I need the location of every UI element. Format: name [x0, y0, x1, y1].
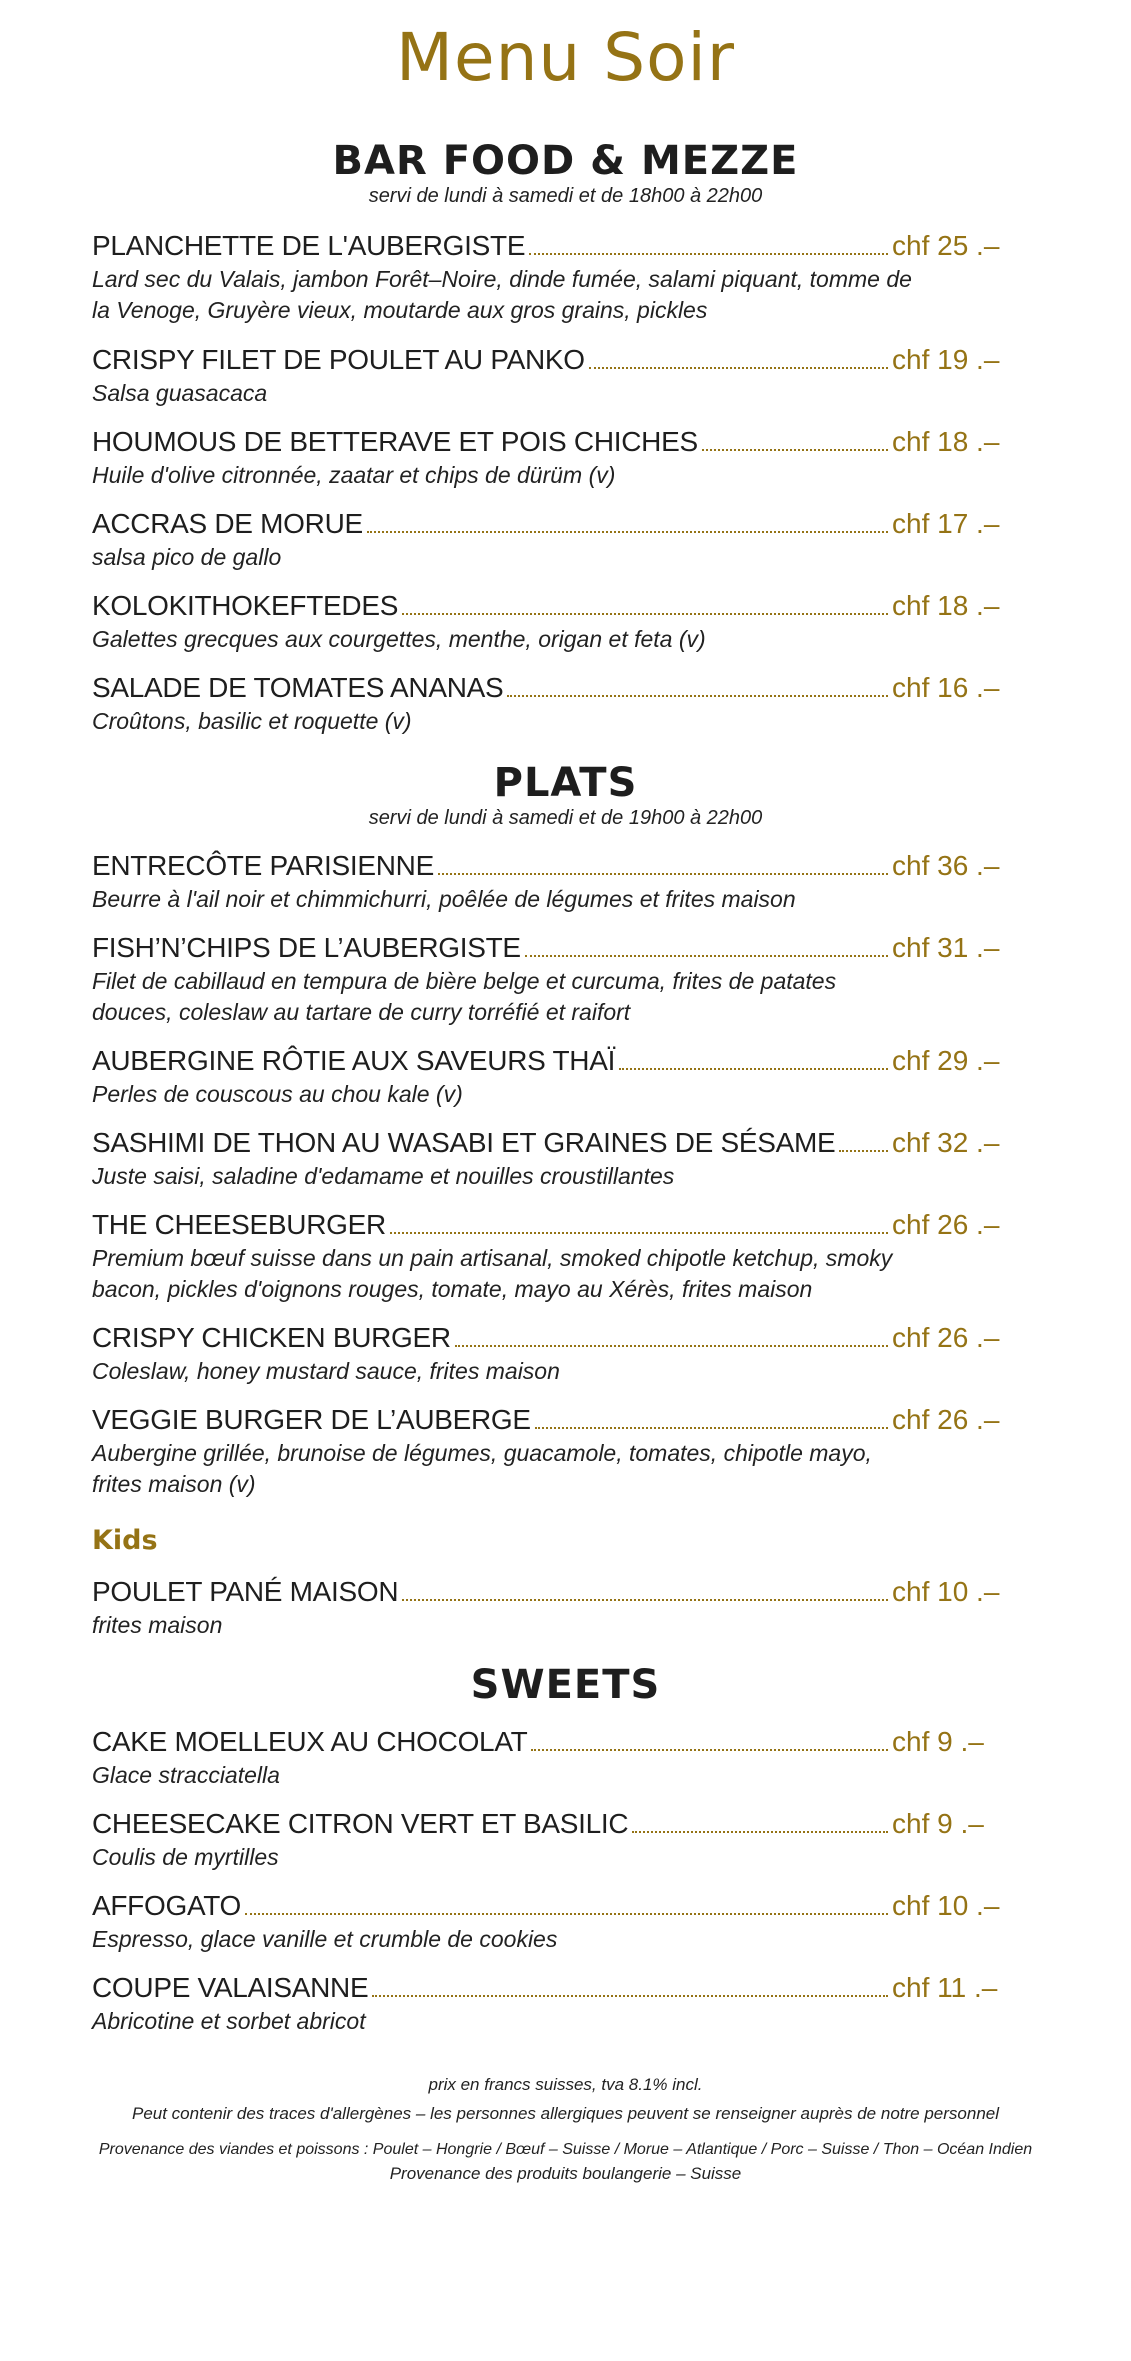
menu-item [92, 1970, 1012, 2037]
menu-item [92, 670, 1012, 737]
menu-item [92, 1320, 1012, 1387]
item-price: chf 36 .– [892, 850, 1000, 881]
item-name: THE CHEESEBURGER [92, 1209, 386, 1240]
item-price: chf 10 .– [892, 1576, 1000, 1607]
footer-origin-bakery: Provenance des produits boulangerie – Suisse [389, 2164, 742, 2183]
item-name: FISH’N’CHIPS DE L’AUBERGISTE [92, 932, 521, 963]
item-description: Croûtons, basilic et roquette (v) [92, 708, 412, 734]
dot-leader [507, 695, 888, 697]
item-description: Coulis de myrtilles [92, 1844, 279, 1870]
dot-leader [632, 1831, 888, 1833]
item-description: Huile d'olive citronnée, zaatar et chips de dürüm (v) [92, 462, 616, 488]
item-name: HOUMOUS DE BETTERAVE ET POIS CHICHES [92, 426, 698, 457]
kids-title: Kids [92, 1525, 158, 1556]
menu-item [92, 342, 1012, 409]
item-price: chf 26 .– [892, 1404, 1000, 1435]
menu-item [92, 424, 1012, 491]
dot-leader [367, 531, 888, 533]
footer-origin-meat: Provenance des viandes et poissons : Poulet – Hongrie / Bœuf – Suisse / Morue – Atlantique / Porc – Suisse / Thon – Océan Indien [98, 2141, 1033, 2158]
sweets-section-header [0, 1662, 1131, 1708]
item-name: ACCRAS DE MORUE [92, 508, 363, 539]
item-description: Filet de cabillaud en tempura de bière belge et curcuma, frites de patates douces, coleslaw au tartare de curry torréfié et raifort [92, 968, 837, 1025]
dot-leader [839, 1150, 888, 1152]
item-price: chf 31 .– [892, 932, 1000, 963]
dot-leader [402, 613, 888, 615]
dot-leader [529, 253, 888, 255]
item-price: chf 10 .– [892, 1890, 1000, 1921]
dot-leader [372, 1995, 888, 1997]
item-description: Coleslaw, honey mustard sauce, frites maison [92, 1358, 560, 1384]
dot-leader [525, 955, 888, 957]
item-price: chf 18 .– [892, 590, 1000, 621]
menu-item [92, 1724, 1012, 1791]
item-description: Juste saisi, saladine d'edamame et nouilles croustillantes [92, 1163, 675, 1189]
item-name: SASHIMI DE THON AU WASABI ET GRAINES DE SÉSAME [92, 1127, 836, 1158]
item-description: Premium bœuf suisse dans un pain artisanal, smoked chipotle ketchup, smoky bacon, pickles d'oignons rouges, tomate, mayo au Xérès, frites maison [92, 1245, 893, 1302]
item-name: KOLOKITHOKEFTEDES [92, 590, 399, 621]
item-price: chf 26 .– [892, 1209, 1000, 1240]
item-description: Salsa guasacaca [92, 380, 268, 406]
dot-leader [531, 1749, 888, 1751]
section-subtitle: servi de lundi à samedi et de 18h00 à 22h00 [368, 185, 763, 207]
item-price: chf 26 .– [892, 1322, 1000, 1353]
menu-item [92, 1043, 1012, 1110]
menu-item [92, 848, 1012, 915]
footer-prices: prix en francs suisses, tva 8.1% incl. [428, 2075, 703, 2094]
dot-leader [402, 1599, 888, 1601]
menu-item [92, 930, 1012, 1028]
dot-leader [702, 449, 888, 451]
item-price: chf 9 .– [892, 1726, 984, 1757]
item-price: chf 29 .– [892, 1045, 1000, 1076]
item-name: CRISPY CHICKEN BURGER [92, 1322, 451, 1353]
page-title: Menu Soir [396, 19, 735, 96]
section-title: BAR FOOD & MEZZE [332, 138, 799, 184]
menu-item [92, 1574, 1012, 1641]
item-price: chf 9 .– [892, 1808, 984, 1839]
dot-leader [438, 873, 888, 875]
item-name: VEGGIE BURGER DE L’AUBERGE [92, 1404, 531, 1435]
item-description: Abricotine et sorbet abricot [92, 2008, 366, 2034]
dot-leader [245, 1913, 888, 1915]
item-name: AUBERGINE RÔTIE AUX SAVEURS THAÏ [92, 1045, 616, 1076]
menu-item [92, 228, 1012, 326]
menu-item [92, 1207, 1012, 1305]
bar-section-header [0, 138, 1131, 208]
item-description: frites maison [92, 1612, 223, 1638]
item-price: chf 25 .– [892, 230, 1000, 261]
item-name: POULET PANÉ MAISON [92, 1576, 399, 1607]
item-name: SALADE DE TOMATES ANANAS [92, 672, 504, 703]
menu-item [92, 1402, 1012, 1500]
dot-leader [535, 1427, 888, 1429]
dot-leader [589, 367, 888, 369]
item-price: chf 17 .– [892, 508, 1000, 539]
menu-item [92, 1806, 1012, 1873]
item-price: chf 19 .– [892, 344, 1000, 375]
item-name: AFFOGATO [92, 1890, 242, 1921]
item-description: Glace stracciatella [92, 1762, 280, 1788]
section-subtitle: servi de lundi à samedi et de 19h00 à 22h00 [368, 807, 763, 829]
item-name: COUPE VALAISANNE [92, 1972, 369, 2003]
menu-item [92, 588, 1012, 655]
item-name: ENTRECÔTE PARISIENNE [92, 850, 434, 881]
item-description: Lard sec du Valais, jambon Forêt–Noire, dinde fumée, salami piquant, tomme de la Venoge, Gruyère vieux, moutarde aux gros grains, pickles [92, 266, 912, 323]
item-price: chf 11 .– [892, 1972, 998, 2003]
menu-item [92, 506, 1012, 573]
item-description: Beurre à l'ail noir et chimmichurri, poêlée de légumes et frites maison [92, 886, 796, 912]
plats-section-header [0, 760, 1131, 830]
section-title: SWEETS [470, 1662, 661, 1708]
item-description: salsa pico de gallo [92, 544, 282, 570]
section-title: PLATS [493, 760, 638, 806]
item-description: Perles de couscous au chou kale (v) [92, 1081, 463, 1107]
dot-leader [455, 1345, 888, 1347]
item-price: chf 18 .– [892, 426, 1000, 457]
item-description: Espresso, glace vanille et crumble de cookies [92, 1926, 558, 1952]
item-name: PLANCHETTE DE L'AUBERGISTE [92, 230, 526, 261]
footer-allergens: Peut contenir des traces d'allergènes – les personnes allergiques peuvent se renseigner auprès de notre personnel [131, 2104, 1000, 2123]
item-name: CAKE MOELLEUX AU CHOCOLAT [92, 1726, 528, 1757]
item-description: Galettes grecques aux courgettes, menthe, origan et feta (v) [92, 626, 706, 652]
item-price: chf 32 .– [892, 1127, 1000, 1158]
item-description: Aubergine grillée, brunoise de légumes, guacamole, tomates, chipotle mayo, frites maison (v) [92, 1440, 872, 1497]
menu-item [92, 1888, 1012, 1955]
dot-leader [619, 1068, 888, 1070]
item-name: CHEESECAKE CITRON VERT ET BASILIC [92, 1808, 629, 1839]
item-price: chf 16 .– [892, 672, 1000, 703]
dot-leader [390, 1232, 888, 1234]
menu-item [92, 1125, 1012, 1192]
item-name: CRISPY FILET DE POULET AU PANKO [92, 344, 585, 375]
